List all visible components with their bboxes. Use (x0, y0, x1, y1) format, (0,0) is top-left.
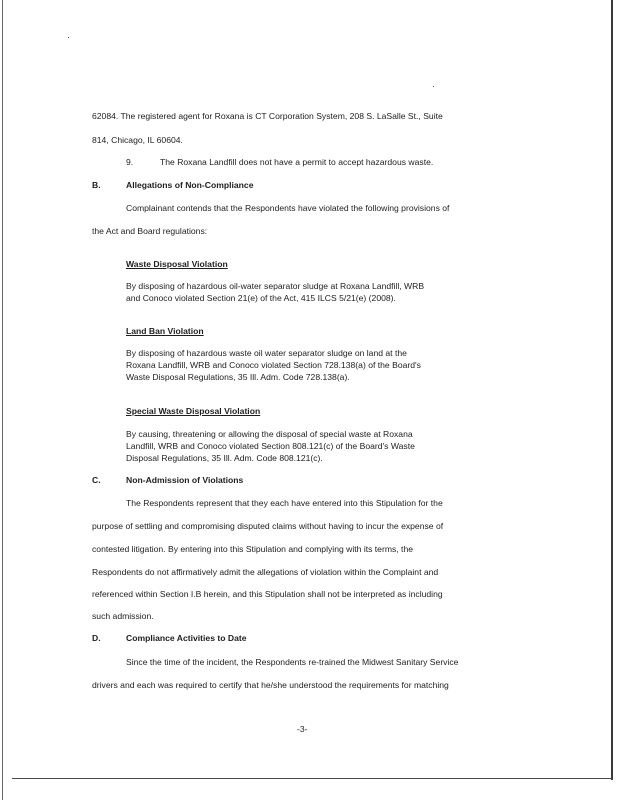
page-number: -3- (297, 724, 308, 734)
item-9-number: 9. (126, 157, 134, 167)
intro-line-2: 814, Chicago, IL 60604. (92, 135, 183, 145)
section-c-letter: C. (92, 475, 101, 485)
violation-text-line: By causing, threatening or allowing the disposal of special waste at Roxana (126, 429, 413, 439)
scan-speck (68, 37, 69, 38)
section-c-line: The Respondents represent that they each have entered into this Stipulation for the (126, 498, 443, 508)
section-b-para-line-2: the Act and Board regulations: (92, 226, 208, 236)
item-9-text: The Roxana Landfill does not have a permit to accept hazardous waste. (160, 157, 434, 167)
section-d-line: drivers and each was required to certify that he/she understood the requirements for matching (92, 680, 449, 690)
scan-speck (433, 86, 434, 87)
section-b-para-line-1: Complainant contends that the Respondents have violated the following provisions of (126, 203, 450, 213)
section-c-line: referenced within Section I.B herein, and this Stipulation shall not be interpreted as including (92, 589, 443, 599)
section-c-line: such admission. (92, 611, 154, 621)
violation-text-line: Landfill, WRB and Conoco violated Section 808.121(c) of the Board's Waste (126, 441, 415, 451)
violation-text-line: Disposal Regulations, 35 Ill. Adm. Code 808.121(c). (126, 453, 323, 463)
section-c-line: Respondents do not affirmatively admit the allegations of violation within the Complaint and (92, 567, 439, 577)
violation-heading-land-ban: Land Ban Violation (126, 326, 204, 336)
section-b-title: Allegations of Non-Compliance (126, 180, 254, 190)
violation-text-line: and Conoco violated Section 21(e) of the Act, 415 ILCS 5/21(e) (2008). (126, 293, 396, 303)
violation-text-line: By disposing of hazardous oil-water separator sludge at Roxana Landfill, WRB (126, 281, 425, 291)
section-c-title: Non-Admission of Violations (126, 475, 244, 485)
violation-heading-waste-disposal: Waste Disposal Violation (126, 259, 228, 269)
violation-text-line: Roxana Landfill, WRB and Conoco violated Section 728.138(a) of the Board's (126, 360, 421, 370)
section-b-letter: B. (92, 180, 101, 190)
violation-text-line: Waste Disposal Regulations, 35 Ill. Adm. Code 728.138(a). (126, 372, 350, 382)
section-d-title: Compliance Activities to Date (126, 633, 247, 643)
section-d-line: Since the time of the incident, the Respondents re-trained the Midwest Sanitary Service (126, 657, 459, 667)
intro-line-1: 62084. The registered agent for Roxana is CT Corporation System, 208 S. LaSalle St., Suite (92, 111, 443, 121)
section-d-letter: D. (92, 633, 101, 643)
page-right-edge (611, 0, 613, 780)
violation-text-line: By disposing of hazardous waste oil water separator sludge on land at the (126, 348, 407, 358)
section-c-line: purpose of settling and compromising disputed claims without having to incur the expense of (92, 521, 444, 531)
violation-heading-special-waste: Special Waste Disposal Violation (126, 406, 261, 416)
page-left-edge (2, 0, 3, 800)
section-c-line: contested litigation. By entering into this Stipulation and complying with its terms, the (92, 544, 414, 554)
page-bottom-edge (12, 778, 612, 779)
